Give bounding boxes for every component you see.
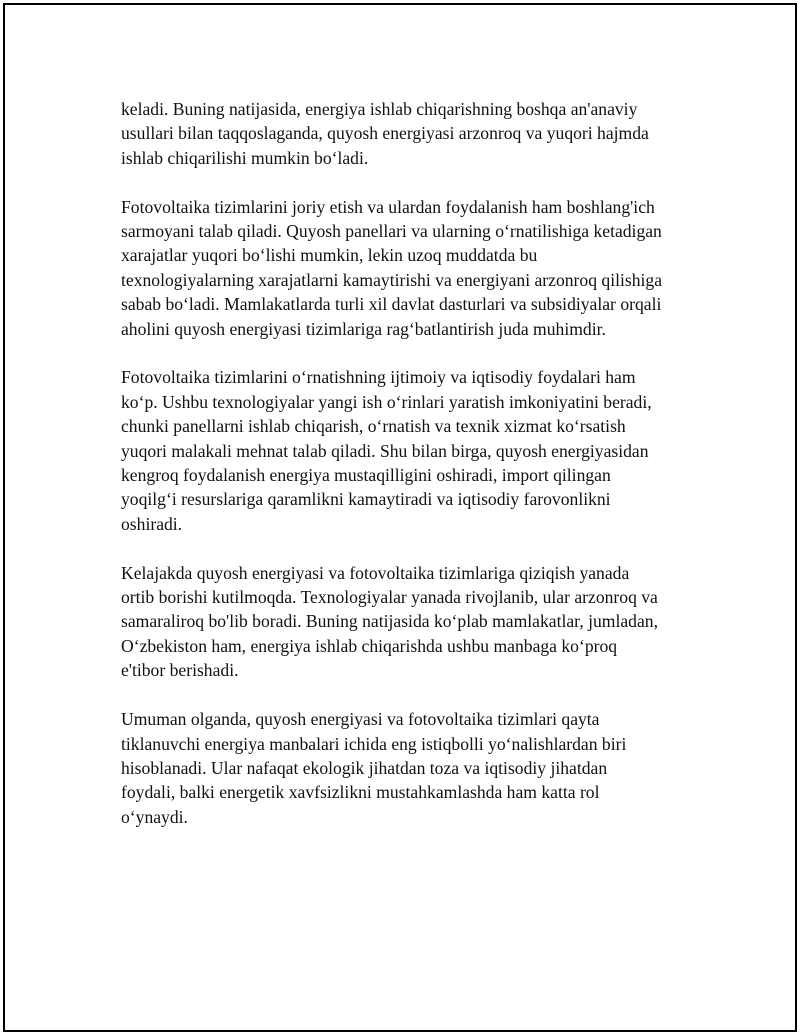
text-line: ishlab chiqarilishi mumkin boʻladi. [121, 147, 369, 168]
text-line: foydali, balki energetik xavfsizlikni mustahkamlashda ham katta rol [121, 782, 600, 803]
text-line: sabab boʻladi. Mamlakatlarda turli xil davlat dasturlari va subsidiyalar orqali [121, 294, 662, 315]
text-line: hisoblanadi. Ular nafaqat ekologik jihatdan toza va iqtisodiy jihatdan [121, 757, 608, 778]
text-line: chunki panellarni ishlab chiqarish, oʻrnatish va texnik xizmat koʻrsatish [121, 416, 626, 437]
text-line: usullari bilan taqqoslaganda, quyosh energiyasi arzonroq va yuqori hajmda [121, 123, 649, 144]
text-line: koʻp. Ushbu texnologiyalar yangi ish oʻrinlari yaratish imkoniyatini beradi, [121, 391, 652, 412]
paragraph-5 [121, 707, 721, 829]
text-line: samaraliroq bo'lib boradi. Buning natijasida koʻplab mamlakatlar, jumladan, [121, 611, 658, 632]
paragraph-3 [121, 365, 721, 536]
text-line: keladi. Buning natijasida, energiya ishlab chiqarishning boshqa an'anaviy [121, 99, 638, 119]
text-line: Oʻzbekiston ham, energiya ishlab chiqarishda ushbu manbaga koʻproq [121, 635, 618, 656]
text-line: kengroq foydalanish energiya mustaqilligini oshiradi, import qilingan [121, 465, 611, 486]
text-line: Umuman olganda, quyosh energiyasi va fotovoltaika tizimlari qayta [121, 709, 600, 730]
paragraph-1 [121, 97, 721, 170]
text-line: Fotovoltaika tizimlarini oʻrnatishning ijtimoiy va iqtisodiy foydalari ham [121, 367, 636, 388]
text-line: texnologiyalarning xarajatlarni kamaytirishi va energiyani arzonroq qilishiga [121, 269, 662, 290]
text-line: Kelajakda quyosh energiyasi va fotovoltaika tizimlariga qiziqish yanada [121, 562, 630, 583]
text-line: ortib borishi kutilmoqda. Texnologiyalar yanada rivojlanib, ular arzonroq va [121, 587, 658, 608]
page-frame [3, 3, 797, 1032]
paragraph-4 [121, 561, 721, 683]
text-line: aholini quyosh energiyasi tizimlariga ragʻbatlantirish juda muhimdir. [121, 318, 606, 339]
text-line: Fotovoltaika tizimlarini joriy etish va ulardan foydalanish ham boshlang'ich [121, 196, 655, 217]
text-line: tiklanuvchi energiya manbalari ichida eng istiqbolli yoʻnalishlardan biri [121, 733, 627, 754]
text-line: xarajatlar yuqori boʻlishi mumkin, lekin uzoq muddatda bu [121, 245, 538, 266]
text-line: oshiradi. [121, 513, 183, 534]
text-line: oʻynaydi. [121, 806, 188, 827]
text-line: sarmoyani talab qiladi. Quyosh panellari va ularning oʻrnatilishiga ketadigan [121, 221, 662, 242]
paragraph-2 [121, 195, 721, 341]
document-body [121, 97, 721, 854]
text-line: yuqori malakali mehnat talab qiladi. Shu bilan birga, quyosh energiyasidan [121, 440, 649, 461]
text-line: e'tibor berishadi. [121, 660, 239, 681]
text-line: yoqilgʻi resurslariga qaramlikni kamaytiradi va iqtisodiy farovonlikni [121, 489, 611, 510]
